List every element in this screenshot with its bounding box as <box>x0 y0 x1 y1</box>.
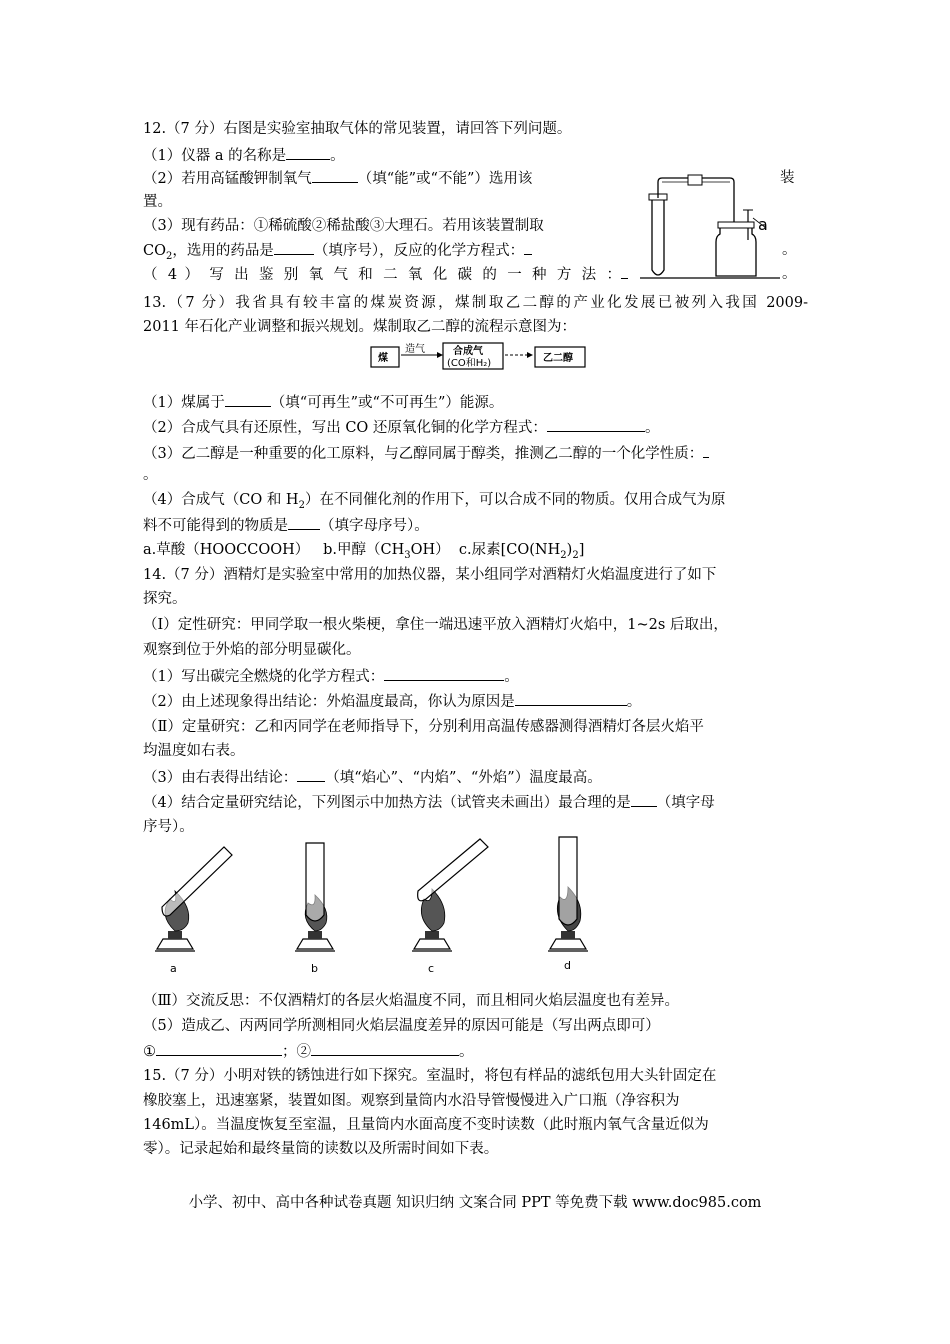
q14-p1-text: （1）写出碳完全燃烧的化学方程式： <box>143 669 385 685</box>
q13-p3-text: （3）乙二醇是一种重要的化工原料，与乙醇同属于醇类，推测乙二醇的一个化学性质： <box>143 446 704 462</box>
q14-part2 <box>143 691 641 712</box>
q14-p4-text2: （填字母 <box>656 795 715 811</box>
q12-part1 <box>143 145 345 166</box>
q13-part3-end: 。 <box>143 467 158 483</box>
q12-p2-text: （2）若用高锰酸钾制氧气 <box>143 171 312 187</box>
q15-line1: 15.（7 分）小明对铁的锈蚀进行如下探究。室温时，将包有样品的滤纸包用大头针固定在 <box>143 1068 717 1084</box>
q13-title-2: 2011 年石化产业调整和振兴规划。煤制取乙二醇的流程示意图为： <box>143 319 577 335</box>
q13-p2-text: （2）合成气具有还原性，写出 CO 还原氧化铜的化学方程式： <box>143 420 547 436</box>
q13-p1-text: （1）煤属于 <box>143 395 225 411</box>
q15-line3: 146mL）。当温度恢复至室温，且量筒内水面高度不变时读数（此时瓶内氧气含量近似为 <box>143 1117 709 1133</box>
q14-p3-text: （3）由右表得出结论： <box>143 770 298 786</box>
q13-p2-end: 。 <box>644 420 660 436</box>
q13-part2 <box>143 417 659 438</box>
q12-co2: CO <box>143 243 166 259</box>
q13-p4-text: （4）合成气（CO 和 H <box>143 492 299 508</box>
q12-title: 12.（7 分）右图是实验室抽取气体的常见装置，请回答下列问题。 <box>143 121 572 137</box>
heating-figure-a <box>155 847 232 975</box>
q13-option-b: b.甲醇$(CH_3OH)$ <box>323 542 450 561</box>
q12-part2-cont: 置。 <box>143 194 172 210</box>
q14-p1-end: 。 <box>504 669 519 685</box>
q12-p4-blank[interactable] <box>621 264 628 279</box>
q14-p5-blank1[interactable] <box>156 1041 282 1056</box>
q13-option-c: c.尿素$[CO(NH_2)_2]$ <box>458 542 585 561</box>
flow-label-product: 乙二醇 <box>543 353 573 364</box>
q14-section2-line2: 均温度如右表。 <box>143 743 245 759</box>
q14-p5-blank2[interactable] <box>311 1041 459 1056</box>
q13-part4 <box>143 490 725 510</box>
q13-part4-line2 <box>143 515 429 536</box>
q12-p3-text: ，选用的药品是 <box>172 243 274 259</box>
q12-p4-text: （ 4 ） 写 出 鉴 别 氧 气 和 二 氧 化 碳 的 一 种 方 法 ： <box>143 267 621 283</box>
q12-part2-tail: 装 <box>780 170 795 186</box>
q14-p3-text2: （填“焰心”、“内焰”、“外焰”）温度最高。 <box>325 770 602 786</box>
q12-part3-line2 <box>143 240 532 261</box>
q14-p4-blank[interactable] <box>631 792 657 807</box>
q12-p3-blank2[interactable] <box>524 240 532 255</box>
figure-label-a: a <box>170 962 177 975</box>
heating-figure-b <box>295 843 335 975</box>
q13-p1-end: （填“可再生”或“不可再生”）能源。 <box>270 395 504 411</box>
q12-p2-blank[interactable] <box>312 168 358 183</box>
q14-part1 <box>143 666 519 687</box>
q14-title-2: 探究。 <box>143 591 187 607</box>
q13-p1-blank[interactable] <box>225 392 271 407</box>
heating-figure-d <box>548 837 588 972</box>
q12-p3-end: 。 <box>782 242 797 258</box>
q13-p3-blank[interactable] <box>703 443 709 458</box>
q14-part5-answers <box>143 1041 474 1062</box>
q13-part1 <box>143 392 503 413</box>
flow-label-gas: 合成气 <box>453 346 483 357</box>
q14-p5-sep: ；② <box>282 1044 311 1060</box>
q14-section3: （Ⅲ）交流反思：不仅酒精灯的各层火焰温度不同，而且相同火焰层温度也有差异。 <box>143 993 679 1009</box>
heating-methods-figure <box>140 835 610 975</box>
q14-p5-end: 。 <box>459 1044 474 1060</box>
q13-p4-text3: 料不可能得到的物质是 <box>143 518 288 534</box>
page-footer: 小学、初中、高中各种试卷真题 知识归纳 文案合同 PPT 等免费下载 www.doc985.com <box>188 1195 762 1211</box>
q14-section1: （Ⅰ）定性研究：甲同学取一根火柴梗，拿住一端迅速平放入酒精灯火焰中，1~2s 后取出， <box>143 617 728 633</box>
q12-part2 <box>143 168 532 189</box>
q13-title-1 <box>143 293 808 313</box>
q12-p3-blank[interactable] <box>274 240 314 255</box>
q13-p4-text4: （填字母序号）。 <box>320 518 429 534</box>
q13-p4-sub: 2 <box>298 499 305 511</box>
figure-label-c: c <box>428 962 435 975</box>
q14-p2-blank[interactable] <box>515 691 627 706</box>
q14-p3-blank[interactable] <box>297 767 325 782</box>
figure-label-d: d <box>564 959 571 972</box>
flow-label-arrow: 造气 <box>405 344 425 355</box>
q14-p1-blank[interactable] <box>384 666 504 681</box>
q14-p4-text: （4）结合定量研究结论，下列图示中加热方法（试管夹未画出）最合理的是 <box>143 795 631 811</box>
q13-p4-text2: ）在不同催化剂的作用下，可以合成不同的物质。仅用合成气为原 <box>304 492 726 508</box>
heating-figure-c <box>412 839 488 975</box>
q13-p2-blank[interactable] <box>547 417 645 432</box>
q12-p2-text2: （填“能”或“不能”）选用该 <box>357 171 533 187</box>
q13-title-1-text: 13.（7 分）我省具有较丰富的煤炭资源，煤制取乙二醇的产业化发展已被列入我国 2009- <box>143 295 808 311</box>
q12-p3-mid: （填序号），反应的化学方程式： <box>313 243 525 259</box>
q14-part4-line2: 序号）。 <box>143 819 194 835</box>
q12-p4-end: 。 <box>782 266 797 282</box>
flow-label-gas-composition: (CO和H₂) <box>447 358 492 369</box>
q12-co2-sub: 2 <box>165 250 173 262</box>
q12-p1-end: 。 <box>330 148 345 164</box>
q14-title-1: 14.（7 分）酒精灯是实验室中常用的加热仪器，某小组同学对酒精灯火焰温度进行了如下 <box>143 567 717 583</box>
q14-part4 <box>143 792 715 813</box>
q13-part3 <box>143 443 709 464</box>
q15-line4: 零）。记录起始和最终量筒的读数以及所需时间如下表。 <box>143 1141 499 1157</box>
q14-part3 <box>143 767 602 788</box>
apparatus-label-a: a <box>758 215 768 234</box>
gas-apparatus-figure <box>640 168 780 284</box>
coal-flow-diagram <box>367 340 592 372</box>
q13-option-a: a.草酸（HOOCCOOH） <box>143 542 310 558</box>
q12-p1-blank[interactable] <box>286 145 330 160</box>
q15-line2: 橡胶塞上，迅速塞紧，装置如图。观察到量筒内水沿导管慢慢进入广口瓶（净容积为 <box>143 1093 680 1109</box>
figure-label-b: b <box>311 962 318 975</box>
q13-p4-blank[interactable] <box>288 515 320 530</box>
flow-label-coal: 煤 <box>378 353 388 364</box>
q12-p1-text: （1）仪器 a 的名称是 <box>143 148 287 164</box>
q14-p2-end: 。 <box>626 694 642 710</box>
q14-p2-text: （2）由上述现象得出结论：外焰温度最高，你认为原因是 <box>143 694 515 710</box>
q13-options <box>143 540 584 560</box>
q14-section1-line2: 观察到位于外焰的部分明显碳化。 <box>143 642 361 658</box>
q12-part3: （3）现有药品：①稀硫酸②稀盐酸③大理石。若用该装置制取 <box>143 218 544 234</box>
q14-section2: （Ⅱ）定量研究：乙和丙同学在老师指导下，分别利用高温传感器测得酒精灯各层火焰平 <box>143 719 704 735</box>
q14-p5-mark1: ① <box>143 1044 156 1060</box>
q14-part5: （5）造成乙、丙两同学所测相同火焰层温度差异的原因可能是（写出两点即可） <box>143 1018 660 1034</box>
q12-part4 <box>143 264 628 285</box>
